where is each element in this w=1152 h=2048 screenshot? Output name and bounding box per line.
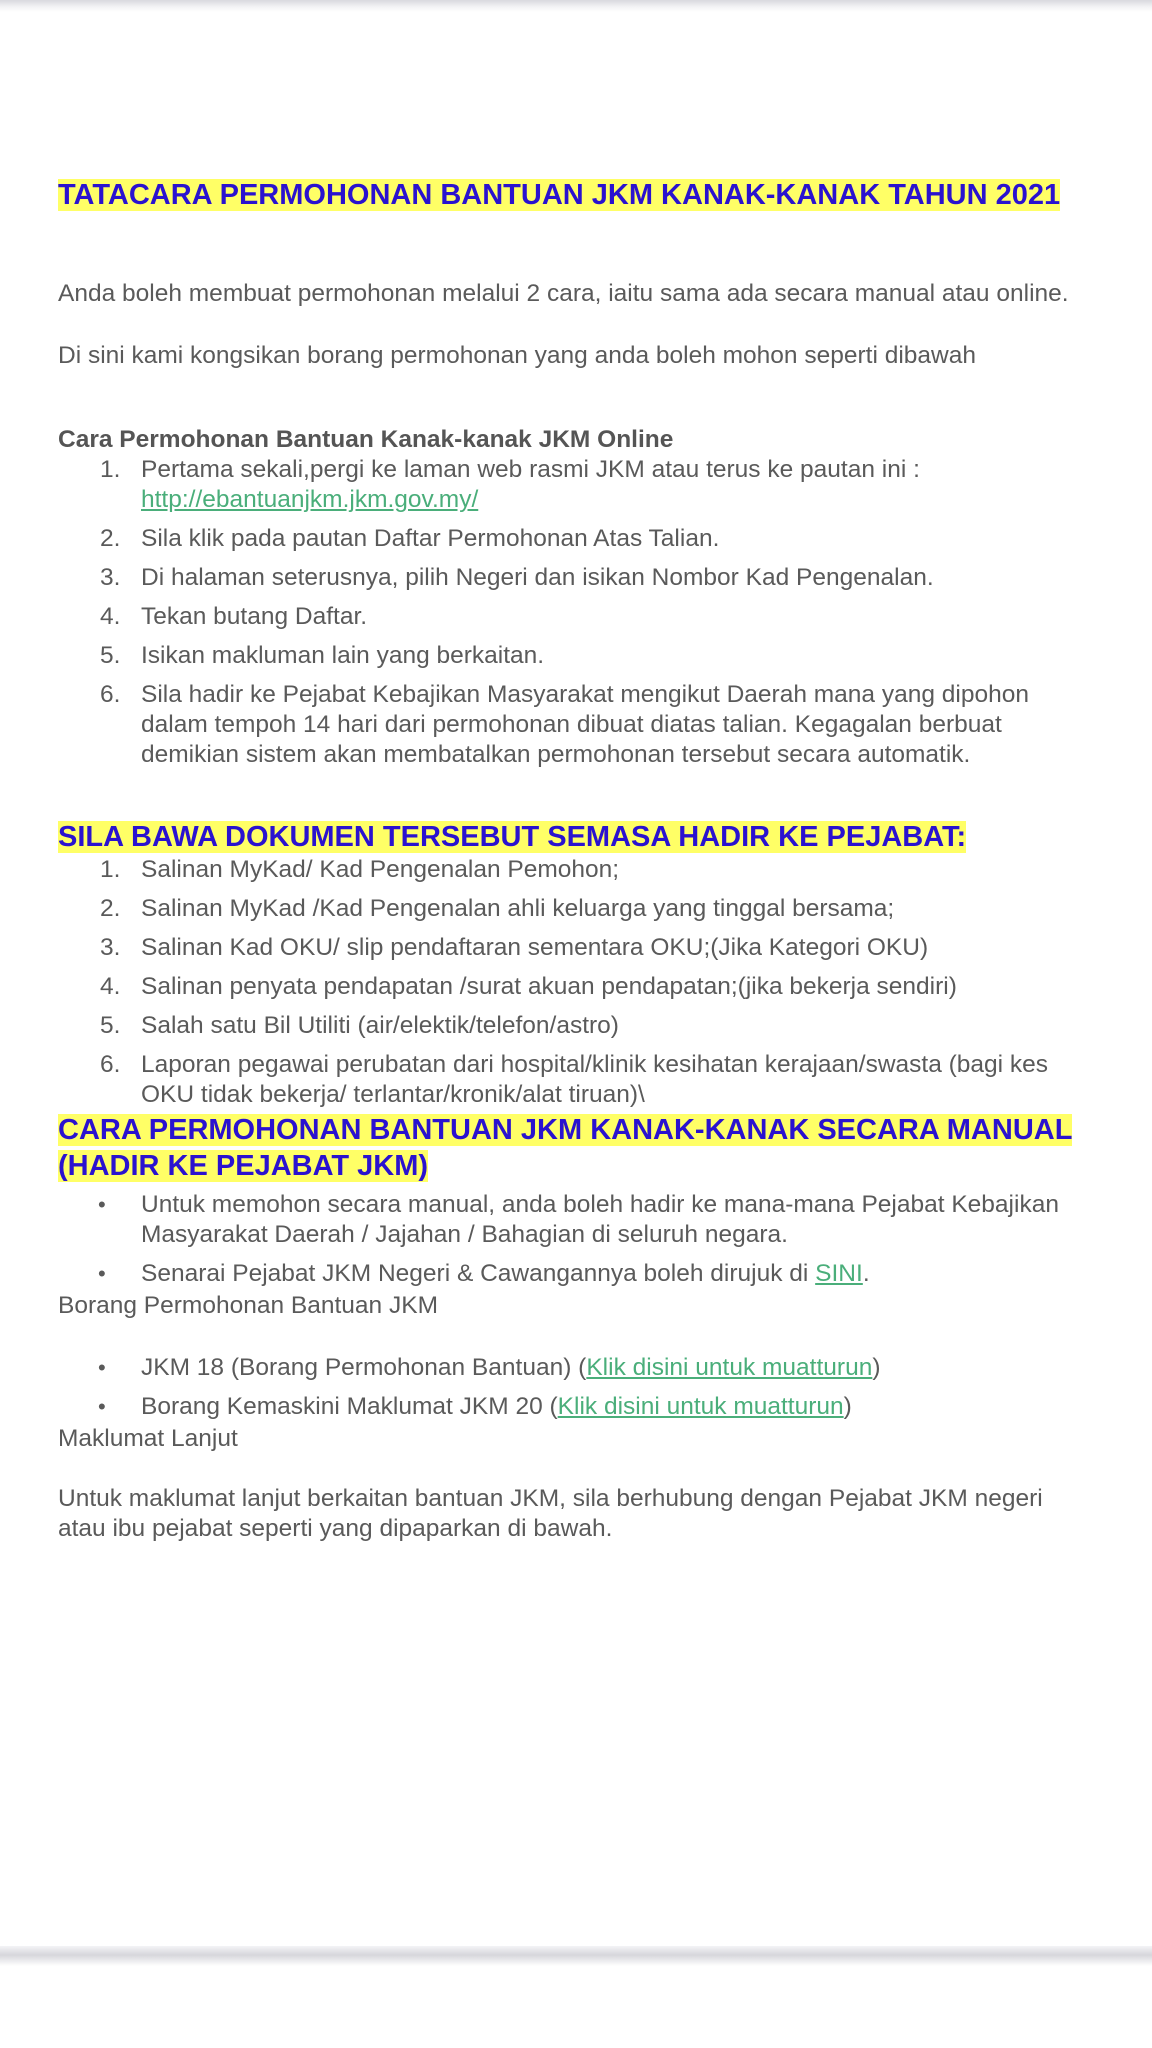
form-text: JKM 18 (Borang Permohonan Bantuan) ( [141, 1354, 587, 1381]
list-number: 5. [100, 642, 121, 669]
manual-text: Untuk memohon secara manual, anda boleh hadir ke mana-mana Pejabat Kebajikan Masyarakat Daerah / Jajahan / Bahagian di seluruh negara. [141, 1191, 1059, 1248]
documents-heading [58, 819, 1088, 855]
list-item [58, 1190, 1088, 1250]
document-content [58, 177, 1088, 1544]
list-number: 4. [100, 973, 121, 1000]
bullet-icon: • [98, 1192, 106, 1217]
document-text: Salinan penyata pendapatan /surat akuan pendapatan;(jika bekerja sendiri) [141, 973, 957, 1000]
bullet-icon: • [98, 1394, 106, 1419]
list-item [58, 563, 1088, 593]
page-bottom-edge [0, 1946, 1152, 1966]
documents-list [58, 855, 1088, 1110]
list-item [58, 855, 1088, 885]
step-text: Sila klik pada pautan Daftar Permohonan Atas Talian. [141, 525, 720, 552]
list-number: 3. [100, 934, 121, 961]
list-item [58, 894, 1088, 924]
document-text: Salinan MyKad /Kad Pengenalan ahli keluarga yang tinggal bersama; [141, 895, 895, 922]
forms-list [58, 1353, 1088, 1422]
intro-paragraph-1: Anda boleh membuat permohonan melalui 2 cara, iaitu sama ada secara manual atau online. [58, 280, 1069, 307]
list-number: 4. [100, 603, 121, 630]
list-item [58, 602, 1088, 632]
list-item [58, 1353, 1088, 1383]
list-number: 1. [100, 456, 121, 483]
list-item [58, 1011, 1088, 1041]
jkm20-download-link[interactable]: Klik disini untuk muatturun [557, 1393, 844, 1420]
document-text: Salah satu Bil Utiliti (air/elektik/telefon/astro) [141, 1012, 619, 1039]
more-info-heading: Maklumat Lanjut [58, 1425, 238, 1452]
list-item [58, 524, 1088, 554]
list-item [58, 972, 1088, 1002]
form-text-end: ) [843, 1393, 852, 1420]
more-info-text: Untuk maklumat lanjut berkaitan bantuan JKM, sila berhubung dengan Pejabat JKM negeri atau ibu pejabat seperti yang dipaparkan di bawah. [58, 1485, 1043, 1542]
list-item [58, 1050, 1088, 1110]
list-item [58, 680, 1088, 770]
documents-heading-highlight: SILA BAWA DOKUMEN TERSEBUT SEMASA HADIR KE PEJABAT: [58, 821, 967, 853]
title-highlight: TATACARA PERMOHONAN BANTUAN JKM KANAK-KANAK TAHUN 2021 [58, 179, 1061, 211]
document-page[interactable] [0, 12, 1152, 1946]
jkm18-download-link[interactable]: Klik disini untuk muatturun [586, 1354, 873, 1381]
document-text: Salinan Kad OKU/ slip pendaftaran sementara OKU;(Jika Kategori OKU) [141, 934, 929, 961]
list-item [58, 641, 1088, 671]
step-text: Sila hadir ke Pejabat Kebajikan Masyarakat mengikut Daerah mana yang dipohon dalam tempoh 14 hari dari permohonan dibuat diatas talian. Kegagalan berbuat demikian sistem akan membatalkan permohonan tersebut secara automatik. [141, 681, 1029, 768]
bullet-icon: • [98, 1355, 106, 1380]
online-steps-list [58, 455, 1088, 770]
manual-text-end: . [862, 1260, 870, 1287]
list-number: 5. [100, 1012, 121, 1039]
manual-heading-highlight: CARA PERMOHONAN BANTUAN JKM KANAK-KANAK SECARA MANUAL (HADIR KE PEJABAT JKM) [58, 1114, 1073, 1182]
list-number: 1. [100, 856, 121, 883]
form-text-end: ) [872, 1354, 881, 1381]
manual-heading [58, 1112, 1088, 1184]
list-item [58, 933, 1088, 963]
online-heading: Cara Permohonan Bantuan Kanak-kanak JKM Online [58, 426, 674, 453]
document-text: Salinan MyKad/ Kad Pengenalan Pemohon; [141, 856, 620, 883]
step-text: Tekan butang Daftar. [141, 603, 368, 630]
manual-list [58, 1190, 1088, 1289]
bullet-icon: • [98, 1261, 106, 1286]
page-title [58, 177, 1088, 213]
list-item [58, 455, 1088, 515]
step-text: Isikan makluman lain yang berkaitan. [141, 642, 545, 669]
step-text: Di halaman seterusnya, pilih Negeri dan isikan Nombor Kad Pengenalan. [141, 564, 934, 591]
form-text: Borang Kemaskini Maklumat JKM 20 ( [141, 1393, 558, 1420]
list-number: 2. [100, 525, 121, 552]
top-shadow [0, 0, 1152, 12]
document-text: Laporan pegawai perubatan dari hospital/klinik kesihatan kerajaan/swasta (bagi kes OKU tidak bekerja/ terlantar/kronik/alat tiruan)\ [141, 1051, 1049, 1108]
list-number: 6. [100, 1051, 121, 1078]
forms-heading: Borang Permohonan Bantuan JKM [58, 1292, 438, 1319]
list-number: 6. [100, 681, 121, 708]
list-item [58, 1392, 1088, 1422]
manual-text: Senarai Pejabat JKM Negeri & Cawangannya boleh dirujuk di [141, 1260, 816, 1287]
sini-link[interactable]: SINI [815, 1260, 863, 1287]
list-item [58, 1259, 1088, 1289]
ebantuan-link[interactable]: http://ebantuanjkm.jkm.gov.my/ [141, 486, 479, 513]
list-number: 2. [100, 895, 121, 922]
list-number: 3. [100, 564, 121, 591]
intro-paragraph-2: Di sini kami kongsikan borang permohonan yang anda boleh mohon seperti dibawah [58, 342, 976, 369]
step-text: Pertama sekali,pergi ke laman web rasmi JKM atau terus ke pautan ini : [141, 456, 920, 483]
